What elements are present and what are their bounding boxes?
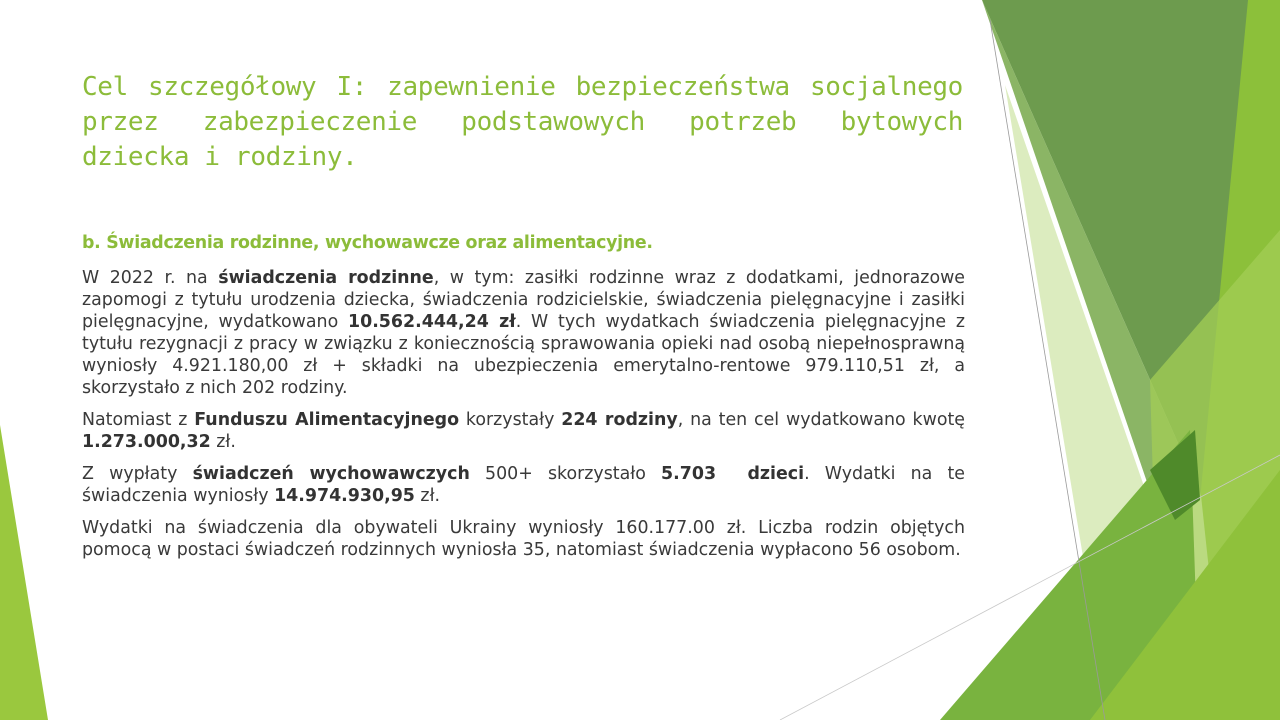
text-run: Wydatki na świadczenia dla obywateli Ukrainy wyniosły 160.177.00 zł. Liczba rodzin objętych pomocą w postaci świadczeń rodzinnych wyniosła 35, natomiast świadczenia wypłacono 56 osobom.	[82, 518, 965, 560]
bold-run: 5.703 dzieci	[661, 464, 805, 484]
text-run: W 2022 r. na	[82, 268, 219, 288]
text-run: Z wypłaty	[82, 464, 193, 484]
paragraph-ukraine-benefits	[82, 517, 965, 561]
text-run: , w tym: zasiłki rodzinne wraz z dodatkami, jednorazowe zapomogi z tytułu urodzenia dziecka, świadczenia rodzicielskie, świadczenia pielęgnacyjne i zasiłki pielęgnacyjne, wydatkowano	[82, 268, 966, 332]
text-run: . W tych wydatkach świadczenia pielęgnacyjne z tytułu rezygnacji z pracy w związku z koniecznością sprawowania opieki nad osobą niepełnosprawną wyniosły 4.921.180,00 zł + składki na ubezpieczenia emerytalno-rentowe 979.110,51 zł, a skorzystało z nich 202 rodziny.	[82, 312, 965, 398]
text-run: Natomiast z	[82, 410, 195, 430]
text-run: , na ten cel wydatkowano kwotę	[677, 410, 965, 430]
bold-run: 10.562.444,24 zł	[348, 312, 516, 332]
bold-run: świadczeń wychowawczych	[192, 464, 470, 484]
bold-run: Funduszu Alimentacyjnego	[194, 410, 460, 430]
paragraph-alimony-fund	[82, 409, 965, 453]
text-run: zł.	[210, 432, 236, 452]
slide-title: Cel szczegółowy I: zapewnienie bezpieczeństwa socjalnego przez zabezpieczenie podstawowych potrzeb bytowych dziecka i rodziny.	[82, 72, 963, 172]
paragraph-upbringing-benefits	[82, 463, 965, 507]
text-run: 500+ skorzystało	[469, 464, 662, 484]
text-run: . Wydatki na te świadczenia wyniosły	[82, 464, 965, 506]
text-run: zł.	[414, 486, 441, 506]
bold-run: świadczenia rodzinne	[218, 268, 434, 288]
paragraph-family-benefits	[82, 267, 965, 399]
left-green-triangle	[0, 425, 48, 720]
bold-run: 224 rodziny	[561, 410, 678, 430]
text-run: korzystały	[459, 410, 562, 430]
bold-run: 14.974.930,95	[274, 486, 415, 506]
section-subheading: b. Świadczenia rodzinne, wychowawcze oraz alimentacyjne.	[82, 233, 653, 253]
bold-run: 1.273.000,32	[82, 432, 211, 452]
slide-body	[82, 232, 965, 571]
